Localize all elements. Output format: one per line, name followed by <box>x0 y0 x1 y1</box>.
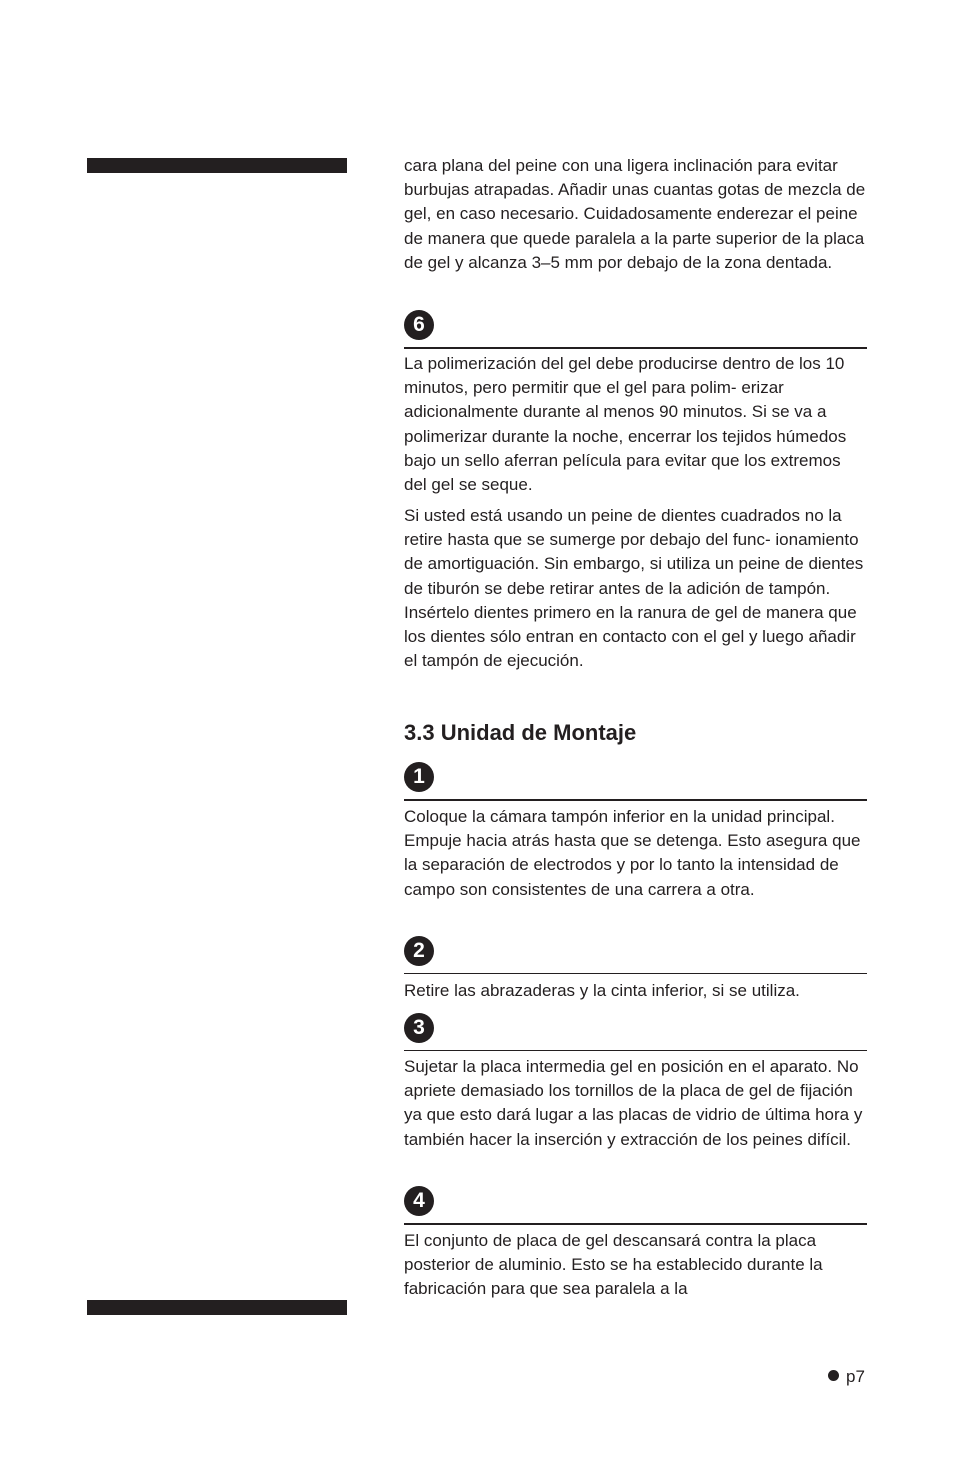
step-number-4: 4 <box>404 1186 434 1216</box>
step-number-2: 2 <box>404 936 434 966</box>
step-rule <box>404 1050 867 1051</box>
step-number-3: 3 <box>404 1013 434 1043</box>
step-6-paragraph-2: Si usted está usando un peine de dientes cuadrados no la retire hasta que se sumerge por debajo del func- ionamiento de amortiguación. Sin embargo, si utiliza un peine de dientes de tiburón se debe retirar antes de la adición de tampón. Insértelo dientes primero en la ranura de gel de manera que los dientes sólo entran en contacto con el gel y luego añadir el tampón de ejecución. <box>404 506 864 671</box>
step-rule <box>404 347 867 349</box>
margin-bar-bottom <box>87 1300 347 1315</box>
step-6-paragraph-1: La polimerización del gel debe producirse dentro de los 10 minutos, pero permitir que el gel para polim- erizar adicionalmente durante al menos 90 minutos. Si se va a polimerizar durante la noche, encerrar los tejidos húmedos bajo un sello aferran película para evitar que los extremos del gel se seque. <box>404 354 847 495</box>
page-footer <box>828 1367 865 1387</box>
step-4-paragraph: El conjunto de placa de gel descansará contra la placa posterior de aluminio. Esto se ha establecido durante la fabricación para que sea paralela a la <box>404 1231 823 1299</box>
intro-paragraph: cara plana del peine con una ligera inclinación para evitar burbujas atrapadas. Añadir unas cuantas gotas de mezcla de gel, en caso necesario. Cuidadosamente enderezar el peine de manera que quede paralela a la parte superior de la placa de gel y alcanza 3–5 mm por debajo de la zona dentada. <box>404 156 866 272</box>
step-3-paragraph: Sujetar la placa intermedia gel en posición en el aparato. No apriete demasiado los tornillos de la placa de gel de fijación ya que esto dará lugar a las placas de vidrio de última hora y también hacer la inserción y extracción de los peines difícil. <box>404 1057 863 1149</box>
step-2-paragraph: Retire las abrazaderas y la cinta inferior, si se utiliza. <box>404 981 800 1000</box>
step-number-6: 6 <box>404 310 434 340</box>
margin-bar-top <box>87 158 347 173</box>
step-number-1: 1 <box>404 762 434 792</box>
page-number: p7 <box>846 1367 865 1386</box>
bullet-dot-icon <box>828 1370 839 1381</box>
section-heading: 3.3 Unidad de Montaje <box>404 720 637 745</box>
step-rule <box>404 799 867 801</box>
step-rule <box>404 973 867 974</box>
step-1-paragraph: Coloque la cámara tampón inferior en la unidad principal. Empuje hacia atrás hasta que se detenga. Esto asegura que la separación de electrodos y por lo tanto la intensidad de campo son consistentes de una carrera a otra. <box>404 807 861 899</box>
intro-paragraph-block <box>404 154 867 275</box>
step-rule <box>404 1223 867 1225</box>
